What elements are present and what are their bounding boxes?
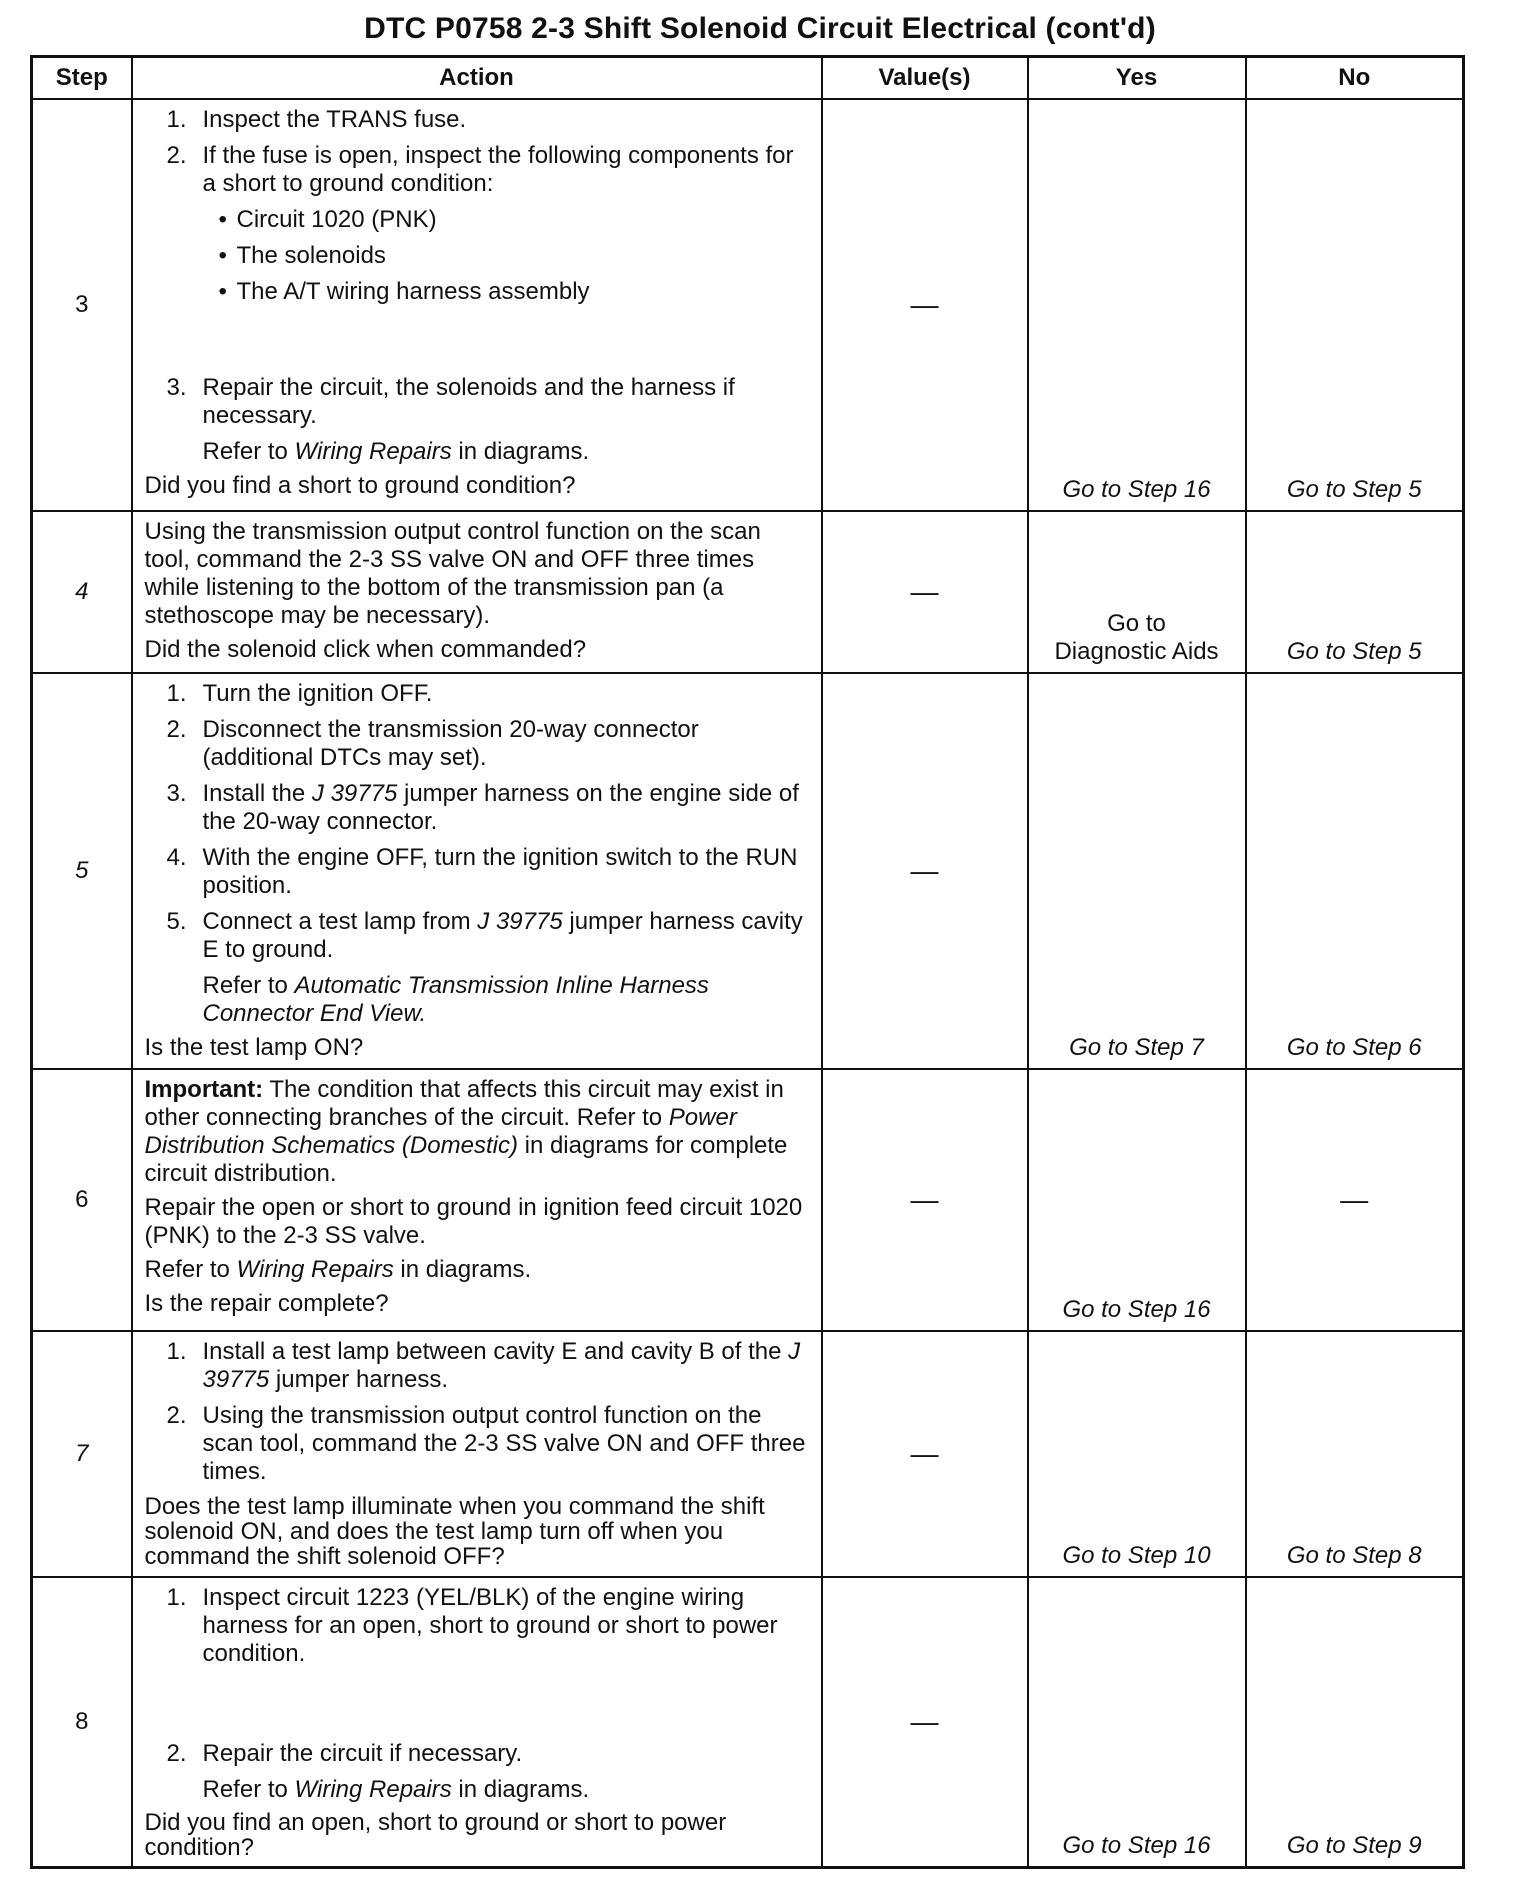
- no-cell: [1246, 1577, 1464, 1868]
- refer-note: Refer to Automatic Transmission Inline Harness Connector End View.: [202, 972, 709, 1027]
- bullet-item: • Circuit 1020 (PNK): [145, 206, 811, 234]
- action-item: 1. Inspect circuit 1223 (YEL/BLK) of the engine wiring harness for an open, short to ground or short to power condition.: [166, 1584, 778, 1667]
- no-cell: [1246, 673, 1464, 1069]
- header-no: No: [1246, 57, 1464, 100]
- table-row-step-4: [32, 511, 1464, 673]
- step-number: 5: [32, 673, 132, 1069]
- value-cell: —: [822, 673, 1028, 1069]
- action-item: 5. Connect a test lamp from J 39775 jumper harness cavity E to ground.: [166, 908, 803, 963]
- value-cell: —: [822, 1069, 1028, 1331]
- bullet-item: • The solenoids: [145, 242, 811, 270]
- refer-link: Wiring Repairs: [236, 1256, 394, 1283]
- step-number: 8: [32, 1577, 132, 1868]
- action-item: 1. Turn the ignition OFF.: [166, 680, 433, 707]
- value-cell: —: [822, 511, 1028, 673]
- question: Did you find an open, short to ground or short to power condition?: [144, 1809, 727, 1861]
- yes-result: Go to Step 16: [1062, 476, 1211, 503]
- no-result: Go to Step 6: [1286, 1034, 1422, 1061]
- yes-result: Go to Step 10: [1062, 1542, 1211, 1569]
- table-row-step-6: [32, 1069, 1464, 1331]
- no-cell: [1246, 99, 1464, 511]
- header-step: Step: [32, 57, 132, 100]
- page-title: DTC P0758 2-3 Shift Solenoid Circuit Electrical (cont'd): [364, 12, 1156, 45]
- step-number: 3: [32, 99, 132, 511]
- yes-cell: [1028, 1069, 1246, 1331]
- header-values: Value(s): [822, 57, 1028, 100]
- action-text: Using the transmission output control function on the scan tool, command the 2-3 SS valve ON and OFF three times while listening to the bottom of the transmission pan (a stethoscope may be necessary).: [144, 518, 761, 629]
- refer-note: Refer to Wiring Repairs in diagrams.: [202, 1776, 590, 1803]
- yes-result: Go to Diagnostic Aids: [1054, 610, 1219, 665]
- yes-result: Go to Step 7: [1069, 1034, 1204, 1061]
- question: Does the test lamp illuminate when you command the shift solenoid ON, and does the test lamp turn off when you command the shift solenoid OFF?: [144, 1493, 765, 1570]
- table-row-step-8: [32, 1577, 1464, 1868]
- yes-cell: [1028, 1331, 1246, 1577]
- refer-link: Wiring Repairs: [294, 1776, 452, 1803]
- step-number: 6: [32, 1069, 132, 1331]
- action-cell: [132, 1331, 822, 1577]
- value-cell: —: [822, 1577, 1028, 1868]
- question: Is the test lamp ON?: [144, 1034, 364, 1061]
- action-item: 2. If the fuse is open, inspect the following components for a short to ground condition:: [166, 142, 794, 197]
- action-item: 2. Disconnect the transmission 20-way connector (additional DTCs may set).: [166, 716, 699, 771]
- yes-cell: [1028, 511, 1246, 673]
- action-cell: [132, 1577, 822, 1868]
- value-cell: —: [822, 99, 1028, 511]
- action-cell: [132, 673, 822, 1069]
- action-item: 2. Repair the circuit if necessary.: [166, 1740, 523, 1767]
- step-number: 7: [32, 1331, 132, 1577]
- table-row-step-5: [32, 673, 1464, 1069]
- no-result: Go to Step 5: [1286, 476, 1422, 503]
- action-item: 3. Repair the circuit, the solenoids and the harness if necessary.: [166, 374, 735, 429]
- table-row-step-3: [32, 99, 1464, 511]
- no-cell: [1246, 1331, 1464, 1577]
- no-cell: —: [1246, 1069, 1464, 1331]
- table-header-row: [32, 57, 1464, 100]
- action-cell: [132, 511, 822, 673]
- table-row-step-7: [32, 1331, 1464, 1577]
- action-item: 1. Install a test lamp between cavity E and cavity B of the J 39775 jumper harness.: [166, 1338, 801, 1393]
- yes-result: Go to Step 16: [1062, 1832, 1211, 1859]
- yes-cell: [1028, 99, 1246, 511]
- action-item: 3. Install the J 39775 jumper harness on the engine side of the 20-way connector.: [166, 780, 799, 835]
- important-note: Important: The condition that affects this circuit may exist in other connecting branches of the circuit. Refer to Power Distribution Schematics (Domestic) in diagrams for complete circuit distribution.: [144, 1076, 788, 1187]
- bullet-item: • The A/T wiring harness assembly: [145, 278, 811, 306]
- yes-cell: [1028, 1577, 1246, 1868]
- yes-result: Go to Step 16: [1062, 1296, 1211, 1323]
- question: Did you find a short to ground condition?: [144, 472, 576, 499]
- refer-note: Refer to Wiring Repairs in diagrams.: [144, 1256, 532, 1283]
- refer-link: Wiring Repairs: [294, 438, 452, 465]
- question: Did the solenoid click when commanded?: [144, 636, 587, 663]
- no-cell: [1246, 511, 1464, 673]
- action-item: 4. With the engine OFF, turn the ignition switch to the RUN position.: [166, 844, 798, 899]
- header-action: Action: [132, 57, 822, 100]
- header-yes: Yes: [1028, 57, 1246, 100]
- no-result: Go to Step 8: [1286, 1542, 1422, 1569]
- refer-note: Refer to Wiring Repairs in diagrams.: [202, 438, 590, 465]
- diagnostic-table: [30, 55, 1465, 1869]
- action-cell: [132, 99, 822, 511]
- question: Is the repair complete?: [144, 1290, 389, 1317]
- step-number: 4: [32, 511, 132, 673]
- value-cell: —: [822, 1331, 1028, 1577]
- refer-link: Automatic Transmission Inline Harness Connector End View.: [202, 972, 709, 1027]
- action-item: 1. Inspect the TRANS fuse.: [166, 106, 467, 133]
- yes-cell: [1028, 673, 1246, 1069]
- action-cell: [132, 1069, 822, 1331]
- repair-text: Repair the open or short to ground in ignition feed circuit 1020 (PNK) to the 2-3 SS valve.: [144, 1194, 803, 1249]
- no-result: Go to Step 9: [1286, 1832, 1422, 1859]
- no-result: Go to Step 5: [1286, 638, 1422, 665]
- action-item: 2. Using the transmission output control function on the scan tool, command the 2-3 SS valve ON and OFF three times.: [166, 1402, 806, 1485]
